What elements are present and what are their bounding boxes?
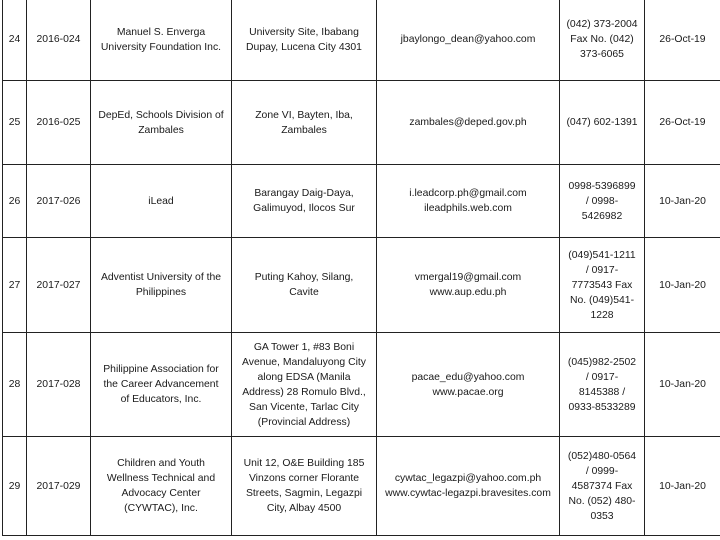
table-row bbox=[3, 165, 720, 238]
row-number: 28 bbox=[3, 333, 27, 437]
contact-number: 0998-5396899 / 0998- 5426982 bbox=[560, 165, 645, 238]
accreditation-code: 2017-029 bbox=[27, 437, 91, 536]
table-row bbox=[3, 437, 720, 536]
table-row bbox=[3, 333, 720, 437]
contact-number: (042) 373-2004 Fax No. (042) 373-6065 bbox=[560, 0, 645, 81]
accreditation-date: 10-Jan-20 bbox=[645, 238, 720, 333]
accreditation-date: 26-Oct-19 bbox=[645, 81, 720, 165]
table-row bbox=[3, 238, 720, 333]
organization-name: iLead bbox=[91, 165, 232, 238]
accreditation-date: 10-Jan-20 bbox=[645, 437, 720, 536]
email-website: jbaylongo_dean@yahoo.com bbox=[377, 0, 560, 81]
organization-address: University Site, Ibabang Dupay, Lucena City 4301 bbox=[232, 0, 377, 81]
email-website: cywtac_legazpi@yahoo.com.ph www.cywtac-legazpi.bravesites.com bbox=[377, 437, 560, 536]
organization-name: Children and Youth Wellness Technical and Advocacy Center (CYWTAC), Inc. bbox=[91, 437, 232, 536]
organization-address: Puting Kahoy, Silang, Cavite bbox=[232, 238, 377, 333]
row-number: 25 bbox=[3, 81, 27, 165]
accreditation-code: 2017-028 bbox=[27, 333, 91, 437]
row-number: 26 bbox=[3, 165, 27, 238]
accreditation-table bbox=[2, 0, 720, 536]
contact-number: (049)541-1211 / 0917- 7773543 Fax No. (049)541- 1228 bbox=[560, 238, 645, 333]
accreditation-date: 10-Jan-20 bbox=[645, 165, 720, 238]
organization-address: Zone VI, Bayten, Iba, Zambales bbox=[232, 81, 377, 165]
email-website: zambales@deped.gov.ph bbox=[377, 81, 560, 165]
contact-number: (052)480-0564 / 0999- 4587374 Fax No. (052) 480- 0353 bbox=[560, 437, 645, 536]
contact-number: (047) 602-1391 bbox=[560, 81, 645, 165]
accreditation-date: 10-Jan-20 bbox=[645, 333, 720, 437]
row-number: 29 bbox=[3, 437, 27, 536]
email-website: i.leadcorp.ph@gmail.com ileadphils.web.com bbox=[377, 165, 560, 238]
row-number: 27 bbox=[3, 238, 27, 333]
organization-name: DepEd, Schools Division of Zambales bbox=[91, 81, 232, 165]
accreditation-code: 2016-025 bbox=[27, 81, 91, 165]
organization-name: Manuel S. Enverga University Foundation Inc. bbox=[91, 0, 232, 81]
email-website: pacae_edu@yahoo.com www.pacae.org bbox=[377, 333, 560, 437]
accreditation-date: 26-Oct-19 bbox=[645, 0, 720, 81]
organization-address: Barangay Daig-Daya, Galimuyod, Ilocos Sur bbox=[232, 165, 377, 238]
table-row bbox=[3, 0, 720, 81]
organization-address: GA Tower 1, #83 Boni Avenue, Mandaluyong City along EDSA (Manila Address) 28 Romulo Blvd., San Vicente, Tarlac City (Provincial Address) bbox=[232, 333, 377, 437]
accreditation-code: 2016-024 bbox=[27, 0, 91, 81]
row-number: 24 bbox=[3, 0, 27, 81]
contact-number: (045)982-2502 / 0917- 8145388 / 0933-8533289 bbox=[560, 333, 645, 437]
organization-name: Philippine Association for the Career Advancement of Educators, Inc. bbox=[91, 333, 232, 437]
organization-name: Adventist University of the Philippines bbox=[91, 238, 232, 333]
accreditation-code: 2017-027 bbox=[27, 238, 91, 333]
accreditation-code: 2017-026 bbox=[27, 165, 91, 238]
organization-address: Unit 12, O&E Building 185 Vinzons corner Florante Streets, Sagmin, Legazpi City, Albay 4500 bbox=[232, 437, 377, 536]
table-row bbox=[3, 81, 720, 165]
email-website: vmergal19@gmail.com www.aup.edu.ph bbox=[377, 238, 560, 333]
